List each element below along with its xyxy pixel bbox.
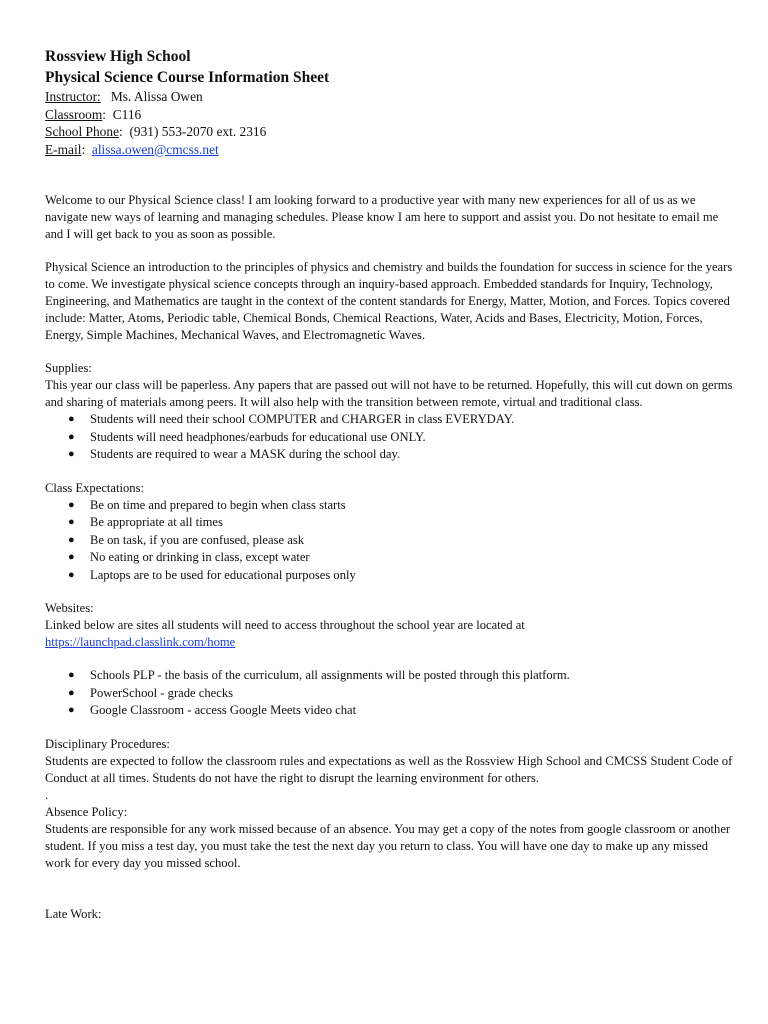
supplies-list [45,411,735,464]
bullet-icon: ● [68,551,75,563]
supplies-paragraph: This year our class will be paperless. Any papers that are passed out will not have to be returned. Hopefully, this will cut down on germs and sharing of materials among peers. It will also help with the transition between remote, virtual and traditional class. [45,378,733,409]
discipline-heading: Disciplinary Procedures: [45,736,170,751]
bullet-icon: ● [68,704,75,716]
list-item-text: Google Classroom - access Google Meets video chat [90,703,357,717]
list-item [45,514,735,532]
list-item [45,497,735,515]
bullet-icon: ● [68,568,75,581]
list-item [45,702,735,720]
list-item-text: PowerSchool - grade checks [90,685,234,700]
list-item-text: Be on task, if you are confused, please ask [90,532,305,547]
classroom-row: Classroom: C116 [45,106,142,122]
websites-paragraph: Linked below are sites all students will need to access throughout the school year are located at [45,618,525,632]
bullet-icon: ● [68,498,75,511]
late-work-heading: Late Work: [45,906,102,921]
welcome-paragraph: Welcome to our Physical Science class! I am looking forward to a productive year with many new experiences for all of us as we navigate new ways of learning and managing schedules. Please know I am here to support and assist you. Do not hesitate to email me and I will get back to you as soon as possible. [45,193,719,241]
instructor-row [45,88,735,106]
list-item [45,446,735,464]
bullet-icon: ● [68,516,75,528]
email-link[interactable]: alissa.owen@cmcss.net [91,141,219,157]
stray-dot: . [45,787,49,802]
websites-heading: Websites: [45,601,94,615]
supplies-heading: Supplies: [45,361,92,375]
list-item [45,685,735,703]
expectations-heading: Class Expectations: [45,480,144,495]
instructor-label: Instructor: [45,89,101,104]
phone-row: School Phone: (931) 553-2070 ext. 2316 [45,124,267,139]
intro-paragraph: Physical Science an introduction to the principles of physics and chemistry and builds the foundation for success in science for the years to come. We investigate physical science concepts through an inquiry-based approach. Embedded standards for Inquiry, Technology, Engineering, and Mathematics are taught in the context of the content standards for Energy, Matter, Motion, and Forces. Topics covered include: Matter, Atoms, Periodic table, Chemical Bonds, Chemical Reactions, Water, Acids and Bases, Electricity, Motion, Forces, Energy, Simple Machines, Mechanical Waves, and Electromagnetic Waves. [45,260,733,342]
page-title: Physical Science Course Information Sheet [45,69,330,86]
list-item-text: Students are required to wear a MASK during the school day. [90,447,401,461]
list-item-text: Be appropriate at all times [90,515,223,529]
absence-heading: Absence Policy: [45,804,128,819]
list-item-text: Schools PLP - the basis of the curriculum, all assignments will be posted through this platform. [90,668,570,682]
classroom-label: Classroom [45,106,103,122]
school-name: Rossview High School [45,48,191,65]
list-item [45,667,735,685]
list-item [45,532,735,550]
email-label: E-mail [45,141,82,157]
bullet-icon: ● [68,430,75,443]
email-row: E-mail: alissa.owen@cmcss.net [45,141,219,157]
list-item-text: No eating or drinking in class, except water [90,550,310,564]
websites-list [45,667,735,720]
expectations-list [45,497,735,585]
course-info-sheet [45,46,735,923]
phone-value: (931) 553-2070 ext. 2316 [129,124,267,139]
list-item-text: Be on time and prepared to begin when class starts [90,497,346,512]
list-item-text: Students will need their school COMPUTER and CHARGER in class EVERYDAY. [90,412,515,426]
classroom-value: C116 [112,106,142,122]
list-item [45,411,735,429]
instructor-value: Ms. Alissa Owen [110,89,203,104]
discipline-paragraph: Students are expected to follow the classroom rules and expectations as well as the Rossview High School and CMCSS Student Code of Conduct at all times. Students do not have the right to disrupt the learning environment for others. [45,753,733,785]
list-item [45,567,735,585]
absence-paragraph: Students are responsible for any work missed because of an absence. You may get a copy of the notes from google classroom or another student. If you miss a test day, you must take the test the next day you return to class. You will have one day to make up any missed work for every day you missed school. [45,821,731,870]
bullet-icon: ● [68,686,75,699]
bullet-icon: ● [68,413,75,425]
list-item-text: Laptops are to be used for educational purposes only [90,567,356,582]
classlink-link[interactable]: https://launchpad.classlink.com/home [45,635,236,649]
list-item [45,549,735,567]
bullet-icon: ● [68,669,75,681]
phone-label: School Phone [45,124,120,139]
list-item [45,429,735,447]
bullet-icon: ● [68,448,75,460]
bullet-icon: ● [68,533,75,546]
list-item-text: Students will need headphones/earbuds for educational use ONLY. [90,429,426,444]
